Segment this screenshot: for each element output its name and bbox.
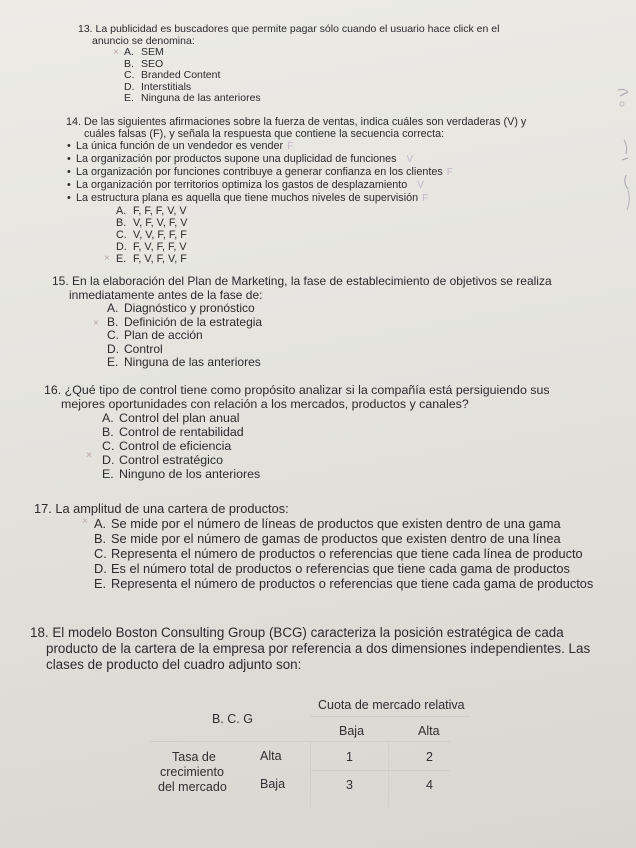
- option-d[interactable]: D. F, V, F, F, V: [116, 241, 187, 253]
- option-c[interactable]: C. V, V, F, F, F: [116, 229, 187, 241]
- question-14-stem: [66, 116, 566, 140]
- question-18: [30, 625, 610, 673]
- option-e[interactable]: E. Ninguna de las anteriores: [107, 355, 261, 369]
- question-13-options: [113, 46, 558, 105]
- question-17: [34, 501, 609, 591]
- row-header-baja: Baja: [260, 777, 286, 791]
- option-a[interactable]: A. F, F, F, V, V: [116, 205, 187, 217]
- statement-3: • La organización por funciones contribuye a generar confianza en los clientes F: [76, 166, 566, 179]
- row-group-label: del mercado: [158, 780, 227, 794]
- stem-line: 17. La amplitud de una cartera de productos:: [34, 501, 289, 516]
- cross-mark-icon: ×: [104, 253, 110, 264]
- handwritten-answer: V: [417, 180, 424, 191]
- column-group-header: Cuota de mercado relativa: [318, 698, 465, 712]
- row-header-alta: Alta: [260, 749, 282, 763]
- stem-line: 15. En la elaboración del Plan de Marketing, la fase de establecimiento de objetivos se realiza: [52, 274, 552, 288]
- question-16-stem: [44, 383, 589, 411]
- option-b[interactable]: B. SEO: [124, 57, 164, 70]
- handwritten-answer: F: [422, 193, 429, 204]
- cross-mark-icon: ×: [93, 317, 99, 329]
- option-b[interactable]: B. V, F, V, F, V: [116, 217, 188, 229]
- option-d[interactable]: D. Interstitials: [124, 80, 192, 93]
- cross-mark-icon: ×: [86, 450, 92, 461]
- question-15-stem: [52, 275, 582, 302]
- stem-line: 16. ¿Qué tipo de control tiene como propósito analizar si la compañía está persiguiendo sus: [44, 383, 550, 397]
- option-a[interactable]: × A. Se mide por el número de líneas de productos que existen dentro de una gama: [82, 516, 561, 531]
- stem-line: cuáles falsas (F), y señala la respuesta que contiene la secuencia correcta:: [84, 128, 445, 140]
- option-b[interactable]: B. Se mide por el número de gamas de productos que existen dentro de una línea: [94, 531, 561, 546]
- stem-line: 13. La publicidad es buscadores que permite pagar sólo cuando el usuario hace click en el: [78, 23, 500, 35]
- table-corner-label: B. C. G: [212, 712, 253, 726]
- option-c[interactable]: C. Plan de acción: [107, 328, 203, 342]
- question-14-options: [104, 205, 566, 265]
- question-16: [44, 383, 589, 481]
- cross-mark-icon: ×: [82, 516, 88, 527]
- stem-line: anuncio se denomina:: [92, 34, 195, 47]
- option-a[interactable]: A. Control del plan anual: [102, 411, 240, 425]
- option-e[interactable]: E. Ninguna de las anteriores: [124, 92, 261, 104]
- question-18-stem: [30, 625, 610, 673]
- table-cell: 4: [426, 778, 433, 792]
- handwritten-answer: F: [446, 167, 453, 178]
- option-e[interactable]: E. Ninguno de los anteriores: [102, 467, 261, 481]
- table-rule: [310, 716, 470, 717]
- option-d[interactable]: × D. Control estratégico: [86, 450, 223, 467]
- option-d[interactable]: D. Es el número total de productos o referencias que tiene cada gama de productos: [94, 561, 570, 576]
- question-13-stem: [78, 24, 558, 47]
- question-14: [66, 116, 566, 265]
- column-header-alta: Alta: [418, 724, 440, 738]
- table-cell: 1: [346, 750, 353, 764]
- option-a[interactable]: A. Diagnóstico y pronóstico: [107, 301, 255, 315]
- handwritten-answer: V: [406, 154, 414, 165]
- table-cell: 3: [346, 778, 353, 792]
- stem-line: producto de la cartera de la empresa por referencia a dos dimensiones independientes. Las: [46, 641, 591, 656]
- question-13: [78, 24, 558, 105]
- column-header-baja: Baja: [339, 724, 365, 738]
- question-17-options: [82, 516, 609, 591]
- option-c[interactable]: C. Representa el número de productos o referencias que tiene cada línea de producto: [94, 546, 583, 561]
- question-17-stem: [34, 501, 609, 516]
- table-rule: [310, 770, 450, 771]
- option-b[interactable]: B. Control de rentabilidad: [102, 425, 244, 439]
- option-a[interactable]: × A. SEM: [113, 46, 164, 58]
- option-d[interactable]: D. Control: [107, 341, 163, 356]
- stem-line: clases de producto del cuadro adjunto son:: [46, 657, 302, 672]
- table-cell: 2: [426, 750, 433, 764]
- stem-line: inmediatamente antes de la fase de:: [69, 287, 263, 302]
- table-rule: [310, 741, 311, 807]
- question-15-options: [93, 301, 582, 370]
- cross-mark-icon: ×: [113, 47, 119, 58]
- option-c[interactable]: C. Branded Content: [124, 69, 221, 81]
- option-e[interactable]: E. Representa el número de productos o referencias que tiene cada gama de productos: [94, 576, 594, 591]
- option-c[interactable]: C. Control de eficiencia: [102, 439, 232, 453]
- option-e[interactable]: × E. F, V, F, V, F: [104, 253, 187, 265]
- statement-1: • La única función de un vendedor es vender F: [76, 140, 566, 153]
- statement-5: • La estructura plana es aquella que tiene muchos niveles de supervisión F: [76, 192, 566, 205]
- question-16-options: [86, 411, 589, 481]
- stem-line: 14. De las siguientes afirmaciones sobre la fuerza de ventas, indica cuáles son verdaderas (V) y: [66, 116, 527, 128]
- statement-2: • La organización por productos supone una duplicidad de funciones V: [76, 153, 566, 166]
- row-group-label: Tasa de: [172, 750, 216, 764]
- statement-4: • La organización por territorios optimiza los gastos de desplazamiento V: [76, 179, 566, 192]
- stem-line: 18. El modelo Boston Consulting Group (BCG) caracteriza la posición estratégica de cada: [30, 625, 564, 640]
- handwritten-answer: F: [287, 141, 294, 152]
- row-group-label: crecimiento: [160, 765, 224, 779]
- table-rule: [388, 741, 389, 807]
- table-rule: [150, 741, 450, 742]
- question-14-statements: [76, 140, 566, 205]
- option-b[interactable]: × B. Definición de la estrategia: [93, 314, 263, 329]
- question-15: [52, 275, 582, 370]
- stem-line: mejores oportunidades con relación a los mercados, productos y canales?: [61, 397, 469, 411]
